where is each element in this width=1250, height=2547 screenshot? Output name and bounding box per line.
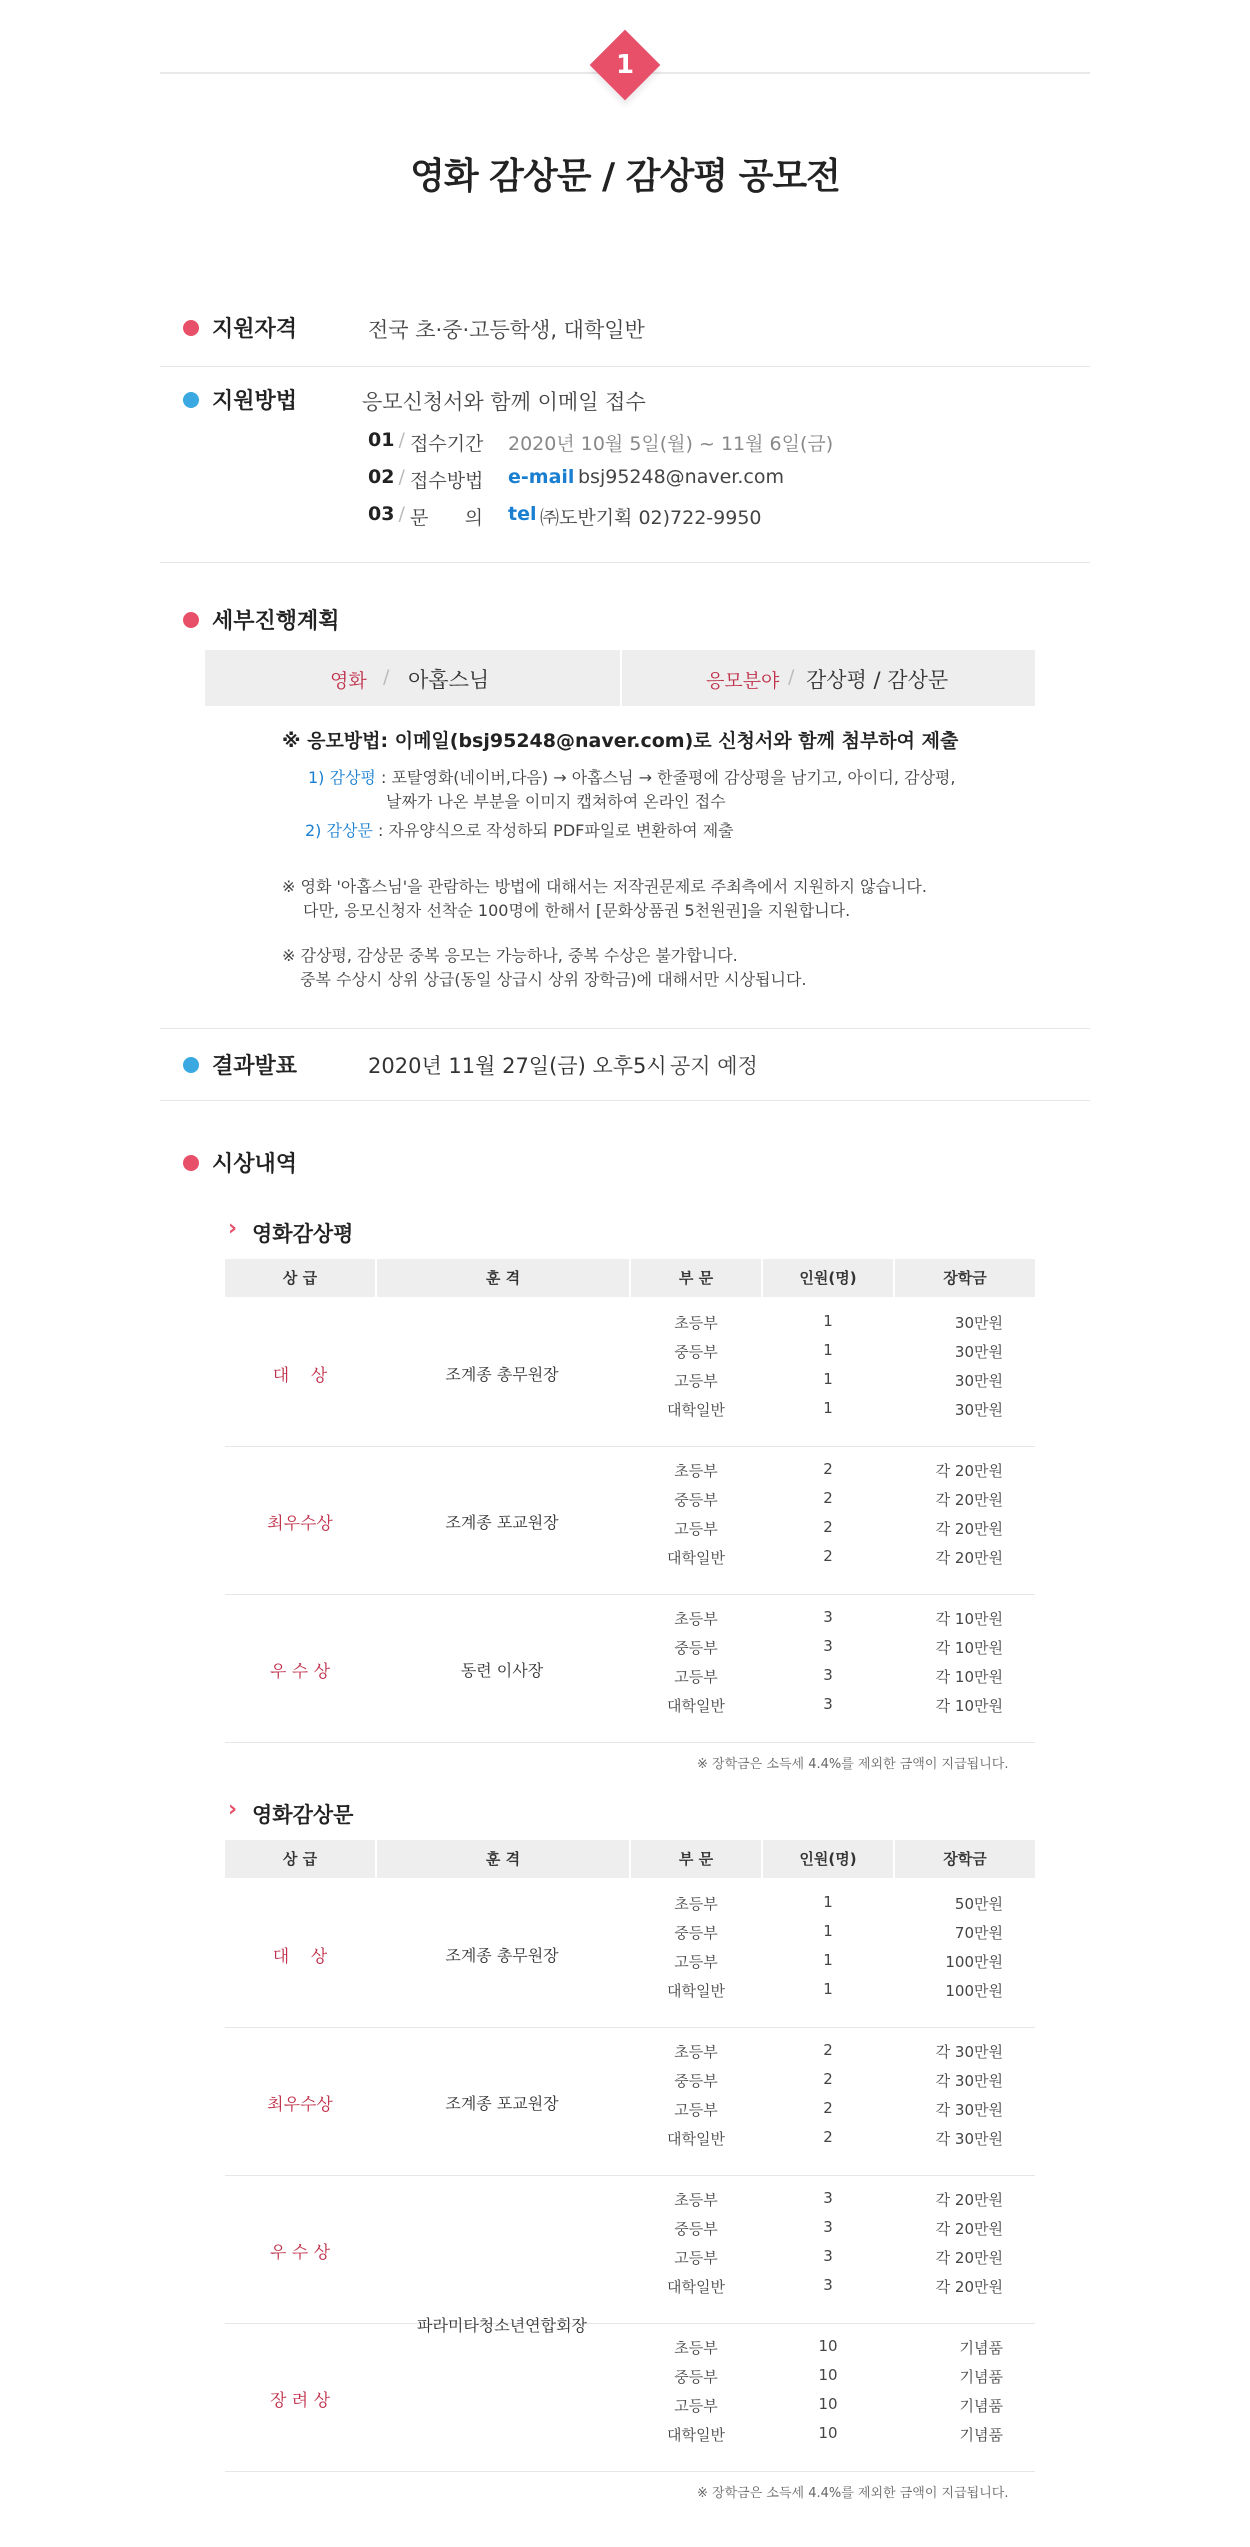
division-cell: 대학일반	[667, 1549, 725, 1567]
table-footnote: ※ 장학금은 소득세 4.4%를 제외한 금액이 지급됩니다.	[697, 2486, 1009, 2501]
email-tag: e-mail	[508, 466, 575, 488]
review-instruction-cont: 날짜가 나온 부분을 이미지 캡쳐하여 온라인 접수	[386, 792, 726, 811]
row-divider	[225, 2175, 1035, 2176]
prize-cell: 각 20만원	[935, 2191, 1003, 2209]
division-cell: 대학일반	[667, 1697, 725, 1715]
bullet-dot-icon	[183, 392, 199, 408]
prize-cell: 기념품	[959, 2339, 1003, 2357]
prize-cell: 30만원	[954, 1343, 1003, 1361]
chevron-right-icon: ›	[228, 1216, 238, 1241]
prize-cell: 각 10만원	[935, 1610, 1003, 1628]
division-cell: 고등부	[674, 1372, 718, 1390]
count-cell: 3	[823, 1637, 833, 1655]
count-cell: 3	[823, 1666, 833, 1684]
division-cell: 초등부	[674, 1462, 718, 1480]
column-header: 인원(명)	[799, 1269, 857, 1287]
row-divider	[225, 2027, 1035, 2028]
section-divider	[160, 1100, 1090, 1101]
slash-separator: /	[788, 666, 795, 688]
method-item-number: 02 /	[368, 466, 405, 488]
column-divider	[761, 1840, 763, 1878]
email-value[interactable]: bsj95248@naver.com	[578, 466, 784, 488]
count-cell: 1	[823, 1980, 833, 1998]
method-item-number: 01 /	[368, 429, 405, 451]
prize-cell: 각 20만원	[935, 2220, 1003, 2238]
count-cell: 2	[823, 2099, 833, 2117]
bullet-dot-icon	[183, 612, 199, 628]
prize-cell: 각 30만원	[935, 2130, 1003, 2148]
plan-divider	[620, 650, 622, 706]
row-divider	[225, 1742, 1035, 1743]
prize-cell: 30만원	[954, 1372, 1003, 1390]
division-cell: 고등부	[674, 1520, 718, 1538]
prize-cell: 기념품	[959, 2426, 1003, 2444]
column-header: 훈 격	[485, 1269, 521, 1287]
badge-number: 1	[615, 50, 635, 80]
award-rank: 대 상	[272, 1365, 328, 1386]
submission-method-note: ※ 응모방법: 이메일(bsj95248@naver.com)로 신청서와 함께 첨부하여 제출	[282, 730, 959, 752]
prize-cell: 각 20만원	[935, 1491, 1003, 1509]
method-item-label: 접수방법	[410, 470, 484, 492]
column-header: 부 문	[678, 1850, 714, 1868]
slash-separator: /	[383, 666, 390, 688]
method-item-label: 접수기간	[410, 433, 484, 455]
column-header: 훈 격	[485, 1850, 521, 1868]
table-header	[225, 1259, 1035, 1297]
eligibility-text: 전국 초·중·고등학생, 대학일반	[368, 318, 645, 342]
division-cell: 고등부	[674, 1668, 718, 1686]
field-value: 감상평 / 감상문	[806, 668, 949, 692]
award-rank: 최우수상	[267, 1513, 333, 1534]
prize-cell: 각 20만원	[935, 1462, 1003, 1480]
prize-cell: 각 20만원	[935, 2249, 1003, 2267]
count-cell: 2	[823, 1489, 833, 1507]
division-cell: 중등부	[674, 1491, 718, 1509]
notice-line: 다만, 응모신청자 선착순 100명에 한해서 [문화상품권 5천원권]을 지원합니다.	[303, 901, 851, 920]
division-cell: 중등부	[674, 1343, 718, 1361]
award-honor: 동련 이사장	[460, 1660, 544, 1680]
section-divider	[160, 366, 1090, 367]
count-cell: 10	[818, 2395, 838, 2413]
table-footnote: ※ 장학금은 소득세 4.4%를 제외한 금액이 지급됩니다.	[697, 1757, 1009, 1772]
prize-cell: 각 30만원	[935, 2101, 1003, 2119]
award-rank: 장 려 상	[269, 2390, 331, 2411]
division-cell: 중등부	[674, 1639, 718, 1657]
prize-cell: 50만원	[954, 1895, 1003, 1913]
column-divider	[893, 1259, 895, 1297]
result-suffix: 공지 예정	[670, 1054, 758, 1078]
division-cell: 대학일반	[667, 1401, 725, 1419]
movie-value: 아홉스님	[408, 668, 490, 692]
tel-value: ㈜도반기획 02)722-9950	[540, 507, 762, 529]
award-honor: 조계종 포교원장	[445, 2093, 559, 2113]
prize-cell: 각 10만원	[935, 1668, 1003, 1686]
prize-cell: 70만원	[954, 1924, 1003, 1942]
prize-cell: 각 20만원	[935, 2278, 1003, 2296]
count-cell: 3	[823, 1695, 833, 1713]
count-cell: 2	[823, 2128, 833, 2146]
column-header: 상 급	[282, 1269, 318, 1287]
tel-tag: tel	[508, 503, 537, 525]
eligibility-label: 지원자격	[212, 317, 298, 342]
method-item-label: 문 의	[410, 507, 483, 529]
prize-cell: 100만원	[945, 1982, 1003, 2000]
division-cell: 대학일반	[667, 2278, 725, 2296]
column-divider	[629, 1259, 631, 1297]
award-honor: 조계종 포교원장	[445, 1512, 559, 1532]
count-cell: 10	[818, 2337, 838, 2355]
count-cell: 2	[823, 2070, 833, 2088]
field-key: 응모분야	[706, 670, 780, 692]
table-header	[225, 1840, 1035, 1878]
prize-cell: 각 30만원	[935, 2043, 1003, 2061]
count-cell: 10	[818, 2424, 838, 2442]
division-cell: 고등부	[674, 2249, 718, 2267]
division-cell: 중등부	[674, 2368, 718, 2386]
division-cell: 고등부	[674, 1953, 718, 1971]
count-cell: 1	[823, 1312, 833, 1330]
awards-label: 시상내역	[212, 1152, 298, 1177]
column-header: 부 문	[678, 1269, 714, 1287]
row-divider	[225, 2323, 1035, 2324]
division-cell: 중등부	[674, 1924, 718, 1942]
count-cell: 1	[823, 1399, 833, 1417]
page-title: 영화 감상문 / 감상평 공모전	[410, 156, 840, 197]
count-cell: 2	[823, 1460, 833, 1478]
section-divider	[160, 1028, 1090, 1029]
award-rank: 우 수 상	[269, 2242, 331, 2263]
division-cell: 대학일반	[667, 2426, 725, 2444]
column-divider	[761, 1259, 763, 1297]
section-divider	[160, 562, 1090, 563]
division-cell: 중등부	[674, 2220, 718, 2238]
result-date: 2020년 11월 27일(금) 오후5시	[368, 1054, 667, 1078]
division-cell: 고등부	[674, 2101, 718, 2119]
result-label: 결과발표	[212, 1054, 298, 1079]
column-header: 장학금	[943, 1269, 987, 1287]
division-cell: 초등부	[674, 2043, 718, 2061]
division-cell: 초등부	[674, 1314, 718, 1332]
division-cell: 고등부	[674, 2397, 718, 2415]
essay-instruction: 2) 감상문 : 자유양식으로 작성하되 PDF파일로 변환하여 제출	[305, 821, 734, 840]
prize-cell: 기념품	[959, 2397, 1003, 2415]
division-cell: 초등부	[674, 1610, 718, 1628]
prize-cell: 30만원	[954, 1401, 1003, 1419]
column-header: 장학금	[943, 1850, 987, 1868]
award-honor: 조계종 총무원장	[445, 1945, 559, 1965]
row-divider	[225, 2471, 1035, 2472]
bullet-dot-icon	[183, 1155, 199, 1171]
column-divider	[893, 1840, 895, 1878]
count-cell: 2	[823, 2041, 833, 2059]
column-divider	[375, 1259, 377, 1297]
method-item-number: 03 /	[368, 503, 405, 525]
prize-cell: 각 10만원	[935, 1639, 1003, 1657]
prize-cell: 각 20만원	[935, 1549, 1003, 1567]
count-cell: 2	[823, 1547, 833, 1565]
plan-label: 세부진행계획	[212, 609, 340, 634]
prize-cell: 각 30만원	[935, 2072, 1003, 2090]
prize-cell: 각 10만원	[935, 1697, 1003, 1715]
prize-cell: 각 20만원	[935, 1520, 1003, 1538]
division-cell: 초등부	[674, 2339, 718, 2357]
method-label: 지원방법	[212, 389, 298, 414]
row-divider	[225, 1446, 1035, 1447]
notice-line: ※ 영화 '아홉스님'을 관람하는 방법에 대해서는 저작권문제로 주최측에서 지원하지 않습니다.	[282, 877, 927, 896]
prize-cell: 100만원	[945, 1953, 1003, 1971]
column-divider	[375, 1840, 377, 1878]
award-honor: 조계종 총무원장	[445, 1364, 559, 1384]
column-divider	[629, 1840, 631, 1878]
count-cell: 1	[823, 1370, 833, 1388]
bullet-dot-icon	[183, 320, 199, 336]
count-cell: 3	[823, 2218, 833, 2236]
bullet-dot-icon	[183, 1057, 199, 1073]
division-cell: 초등부	[674, 1895, 718, 1913]
count-cell: 1	[823, 1922, 833, 1940]
award-rank: 대 상	[272, 1946, 328, 1967]
division-cell: 대학일반	[667, 2130, 725, 2148]
division-cell: 중등부	[674, 2072, 718, 2090]
column-header: 인원(명)	[799, 1850, 857, 1868]
movie-key: 영화	[330, 670, 367, 692]
count-cell: 3	[823, 2276, 833, 2294]
award-rank: 우 수 상	[269, 1661, 331, 1682]
count-cell: 10	[818, 2366, 838, 2384]
method-text: 응모신청서와 함께 이메일 접수	[362, 390, 646, 414]
notice-line: 중복 수상시 상위 상급(동일 상급시 상위 장학금)에 대해서만 시상됩니다.	[300, 970, 807, 989]
award-rank: 최우수상	[267, 2094, 333, 2115]
notice-line: ※ 감상평, 감상문 중복 응모는 가능하나, 중복 수상은 불가합니다.	[282, 946, 738, 965]
column-header: 상 급	[282, 1850, 318, 1868]
prize-cell: 30만원	[954, 1314, 1003, 1332]
prize-cell: 기념품	[959, 2368, 1003, 2386]
division-cell: 초등부	[674, 2191, 718, 2209]
review-instruction: 1) 감상평 : 포탈영화(네이버,다음) → 아홉스님 → 한줄평에 감상평을 남기고, 아이디, 감상평,	[308, 768, 956, 787]
count-cell: 1	[823, 1341, 833, 1359]
award-honor: 파라미타청소년연합회장	[416, 2316, 588, 2335]
count-cell: 1	[823, 1951, 833, 1969]
row-divider	[225, 1594, 1035, 1595]
count-cell: 3	[823, 2247, 833, 2265]
count-cell: 2	[823, 1518, 833, 1536]
essay-table-title: 영화감상문	[252, 1803, 354, 1827]
method-item-value: 2020년 10월 5일(월) ~ 11월 6일(금)	[508, 433, 834, 455]
division-cell: 대학일반	[667, 1982, 725, 2000]
chevron-right-icon: ›	[228, 1797, 238, 1822]
review-table-title: 영화감상평	[252, 1222, 354, 1246]
count-cell: 1	[823, 1893, 833, 1911]
count-cell: 3	[823, 1608, 833, 1626]
count-cell: 3	[823, 2189, 833, 2207]
